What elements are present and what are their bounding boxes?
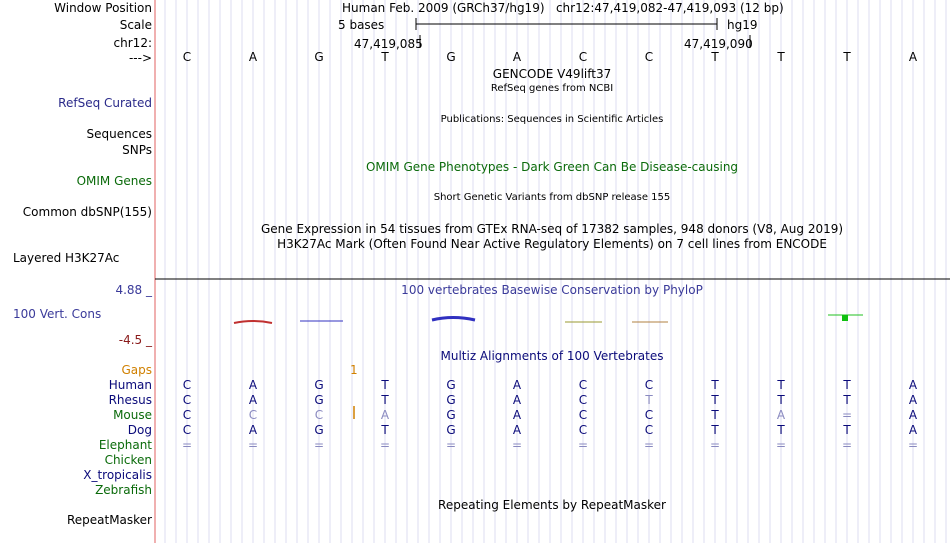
- ref-base: A: [908, 50, 918, 64]
- ref-base: C: [182, 50, 192, 64]
- alignment-base: C: [182, 408, 192, 422]
- alignment-base: A: [908, 423, 918, 437]
- ref-base: G: [314, 50, 324, 64]
- alignment-base: T: [711, 408, 719, 422]
- alignment-base: A: [380, 408, 390, 422]
- scale-label: Scale: [119, 18, 152, 32]
- alignment-base: A: [248, 378, 258, 392]
- alignment-base: C: [644, 378, 654, 392]
- alignment-base: C: [644, 408, 654, 422]
- alignment-base: A: [512, 423, 522, 437]
- alignment-base: T: [777, 378, 785, 392]
- species-label[interactable]: Chicken: [104, 453, 152, 467]
- alignment-base: G: [446, 378, 456, 392]
- strand-label: --->: [128, 51, 152, 65]
- ref-base: C: [578, 50, 588, 64]
- ref-base: A: [512, 50, 522, 64]
- species-label[interactable]: Zebrafish: [95, 483, 152, 497]
- alignment-base: T: [843, 393, 851, 407]
- alignment-base: G: [314, 378, 324, 392]
- alignment-base: =: [247, 438, 259, 452]
- alignment-base: G: [314, 393, 324, 407]
- alignment-base: =: [577, 438, 589, 452]
- alignment-base: G: [446, 393, 456, 407]
- alignment-base: G: [314, 423, 324, 437]
- alignment-base: A: [248, 393, 258, 407]
- alignment-base: C: [314, 408, 324, 422]
- window-position-value[interactable]: Human Feb. 2009 (GRCh37/hg19) chr12:47,419,082-47,419,093 (12 bp): [342, 1, 784, 15]
- snps-label[interactable]: SNPs: [122, 143, 152, 157]
- alignment-base: C: [578, 408, 588, 422]
- alignment-base: =: [445, 438, 457, 452]
- alignment-base: =: [907, 438, 919, 452]
- species-label[interactable]: Human: [108, 378, 152, 392]
- dbsnp-title[interactable]: Short Genetic Variants from dbSNP release 155: [433, 192, 671, 203]
- position-left: 47,419,085: [354, 37, 423, 51]
- species-label[interactable]: Dog: [127, 423, 152, 437]
- ref-base: T: [381, 50, 389, 64]
- phylop-title[interactable]: 100 vertebrates Basewise Conservation by PhyloP: [401, 283, 703, 297]
- gtex-title[interactable]: Gene Expression in 54 tissues from GTEx RNA-seq of 17382 samples, 948 donors (V8, Aug 2019): [260, 222, 844, 236]
- repeatmasker-label[interactable]: RepeatMasker: [66, 513, 152, 527]
- alignment-base: =: [643, 438, 655, 452]
- vert-cons-label[interactable]: 100 Vert. Cons: [13, 307, 102, 321]
- species-label[interactable]: Elephant: [98, 438, 152, 452]
- ref-base: A: [248, 50, 258, 64]
- ref-base: T: [843, 50, 851, 64]
- common-dbsnp-label[interactable]: Common dbSNP(155): [22, 205, 152, 219]
- alignment-base: C: [182, 423, 192, 437]
- alignment-base: A: [776, 408, 786, 422]
- alignment-base: C: [182, 378, 192, 392]
- alignment-base: T: [381, 423, 389, 437]
- omim-title[interactable]: OMIM Gene Phenotypes - Dark Green Can Be Disease-causing: [365, 160, 739, 174]
- alignment-base: A: [248, 423, 258, 437]
- alignment-base: C: [578, 393, 588, 407]
- position-right: 47,419,090: [684, 37, 753, 51]
- h3k27ac-title[interactable]: H3K27Ac Mark (Often Found Near Active Regulatory Elements) on 7 cell lines from ENCODE: [277, 237, 827, 251]
- gencode-title[interactable]: GENCODE V49lift37: [492, 67, 612, 81]
- ref-base: G: [446, 50, 456, 64]
- alignment-base: C: [182, 393, 192, 407]
- alignment-base: A: [908, 378, 918, 392]
- scale-assembly: hg19: [727, 18, 758, 32]
- alignment-base: T: [381, 378, 389, 392]
- cons-max: 4.88 _: [115, 283, 152, 297]
- alignment-base: T: [777, 393, 785, 407]
- repeatmasker-title[interactable]: Repeating Elements by RepeatMasker: [438, 498, 666, 512]
- alignment-base: =: [841, 408, 853, 422]
- alignment-base: T: [711, 393, 719, 407]
- cons-min: -4.5 _: [118, 333, 152, 347]
- alignment-base: =: [379, 438, 391, 452]
- ref-base: T: [711, 50, 719, 64]
- alignment-base: G: [446, 408, 456, 422]
- alignment-base: C: [248, 408, 258, 422]
- gaps-value: 1: [350, 363, 358, 377]
- alignment-base: =: [841, 438, 853, 452]
- alignment-base: A: [512, 378, 522, 392]
- publications-title[interactable]: Publications: Sequences in Scientific Articles: [440, 114, 664, 125]
- species-label[interactable]: Mouse: [113, 408, 152, 422]
- ref-base: T: [777, 50, 785, 64]
- multiz-title[interactable]: Multiz Alignments of 100 Vertebrates: [440, 349, 664, 363]
- alignment-base: A: [512, 393, 522, 407]
- alignment-base: =: [313, 438, 325, 452]
- alignment-base: =: [511, 438, 523, 452]
- species-label[interactable]: X_tropicalis: [83, 468, 152, 482]
- alignment-base: T: [777, 423, 785, 437]
- alignment-base: T: [843, 423, 851, 437]
- refseq-curated-label[interactable]: RefSeq Curated: [58, 96, 152, 110]
- alignment-base: C: [578, 378, 588, 392]
- alignment-base: C: [578, 423, 588, 437]
- alignment-base: G: [446, 423, 456, 437]
- ref-base: C: [644, 50, 654, 64]
- alignment-base: T: [711, 423, 719, 437]
- alignment-base: T: [843, 378, 851, 392]
- window-position-label: Window Position: [54, 1, 152, 15]
- alignment-base: A: [908, 408, 918, 422]
- alignment-base: C: [644, 423, 654, 437]
- scale-text: 5 bases: [338, 18, 385, 32]
- alignment-base: =: [775, 438, 787, 452]
- layered-h3k27ac-label[interactable]: Layered H3K27Ac: [13, 251, 120, 265]
- alignment-base: =: [181, 438, 193, 452]
- gaps-label[interactable]: Gaps: [121, 363, 152, 377]
- refseq-subtitle[interactable]: RefSeq genes from NCBI: [490, 83, 614, 94]
- alignment-base: A: [512, 408, 522, 422]
- alignment-base: T: [645, 393, 653, 407]
- alignment-base: T: [381, 393, 389, 407]
- species-label[interactable]: Rhesus: [108, 393, 152, 407]
- alignment-base: =: [709, 438, 721, 452]
- alignment-base: T: [711, 378, 719, 392]
- alignment-base: A: [908, 393, 918, 407]
- chrom-label: chr12:: [113, 36, 152, 50]
- sequences-label[interactable]: Sequences: [86, 127, 152, 141]
- omim-genes-label[interactable]: OMIM Genes: [76, 174, 152, 188]
